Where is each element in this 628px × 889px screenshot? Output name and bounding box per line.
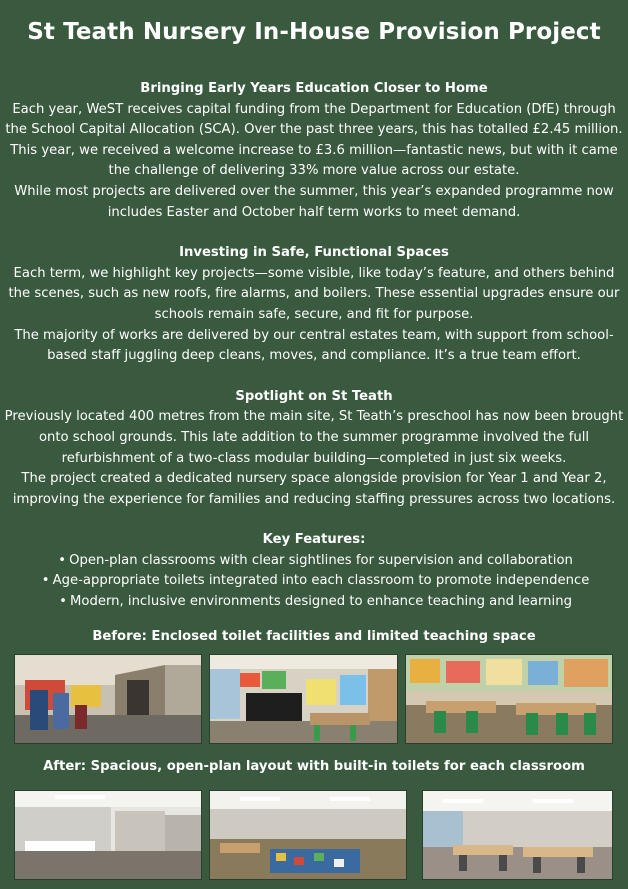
- section-paragraph: While most projects are delivered over the summer, this year’s expanded programme now includes Easter and October half term works to meet demand.: [14, 183, 614, 220]
- before-caption: Before: Enclosed toilet facilities and limited teaching space: [92, 629, 536, 644]
- section-spotlight: [4, 387, 624, 511]
- section-early-years: [4, 79, 624, 223]
- after-photo-classroom: [422, 790, 613, 880]
- feature-text: Open-plan classrooms with clear sightlines for supervision and collaboration: [69, 552, 573, 568]
- section-paragraph: The project created a dedicated nursery space alongside provision for Year 1 and Year 2, improving the experience for families and reducing staffing pressures across two locations.: [12, 471, 616, 507]
- section-heading: Bringing Early Years Education Closer to Home: [140, 81, 488, 96]
- feature-list: [4, 551, 624, 613]
- section-paragraph: Previously located 400 metres from the main site, St Teath’s preschool has now been brought onto school grounds. This late addition to the summer programme involved the full refurbishment of a two-class modular building—completed in just six weeks.: [4, 409, 624, 466]
- feature-text: Modern, inclusive environments designed to enhance teaching and learning: [70, 594, 572, 610]
- section-key-features: [4, 530, 624, 612]
- bullet-icon: •: [58, 552, 66, 568]
- section-heading: Investing in Safe, Functional Spaces: [179, 245, 449, 261]
- list-item: [4, 551, 624, 572]
- after-caption: After: Spacious, open-plan layout with built-in toilets for each classroom: [43, 759, 585, 774]
- page-title: St Teath Nursery In-House Provision Project: [27, 19, 601, 45]
- section-paragraph: The majority of works are delivered by our central estates team, with support from school-based staff juggling deep cleans, moves, and compliance. It’s a true team effort.: [14, 327, 614, 364]
- bullet-icon: •: [59, 594, 67, 610]
- section-safe-spaces: [4, 243, 624, 367]
- list-item: [4, 571, 624, 592]
- section-heading: Spotlight on St Teath: [235, 388, 393, 404]
- before-photo-classroom: [209, 654, 398, 744]
- before-photo-corridor: [14, 654, 202, 744]
- after-photo-open-plan: [209, 790, 407, 880]
- section-heading: Key Features:: [262, 532, 366, 548]
- bullet-icon: •: [41, 573, 50, 589]
- section-paragraph: Each year, WeST receives capital funding from the Department for Education (DfE) through the School Capital Allocation (SCA). Over the past three years, this has totalled £2.45 million. This year, we received a welcome increase to £3.6 million—fantastic news, but with it came the challenge of delivering 33% more value across our estate.: [5, 101, 623, 179]
- before-photo-tables: [405, 654, 613, 744]
- feature-text: Age-appropriate toilets integrated into each classroom to promote independence: [52, 573, 590, 589]
- section-paragraph: Each term, we highlight key projects—some visible, like today’s feature, and others behind the scenes, such as new roofs, fire alarms, and boilers. These essential upgrades ensure our schools remain safe, secure, and fit for purpose.: [8, 265, 620, 322]
- after-photo-toilets: [14, 790, 202, 880]
- list-item: [4, 592, 624, 613]
